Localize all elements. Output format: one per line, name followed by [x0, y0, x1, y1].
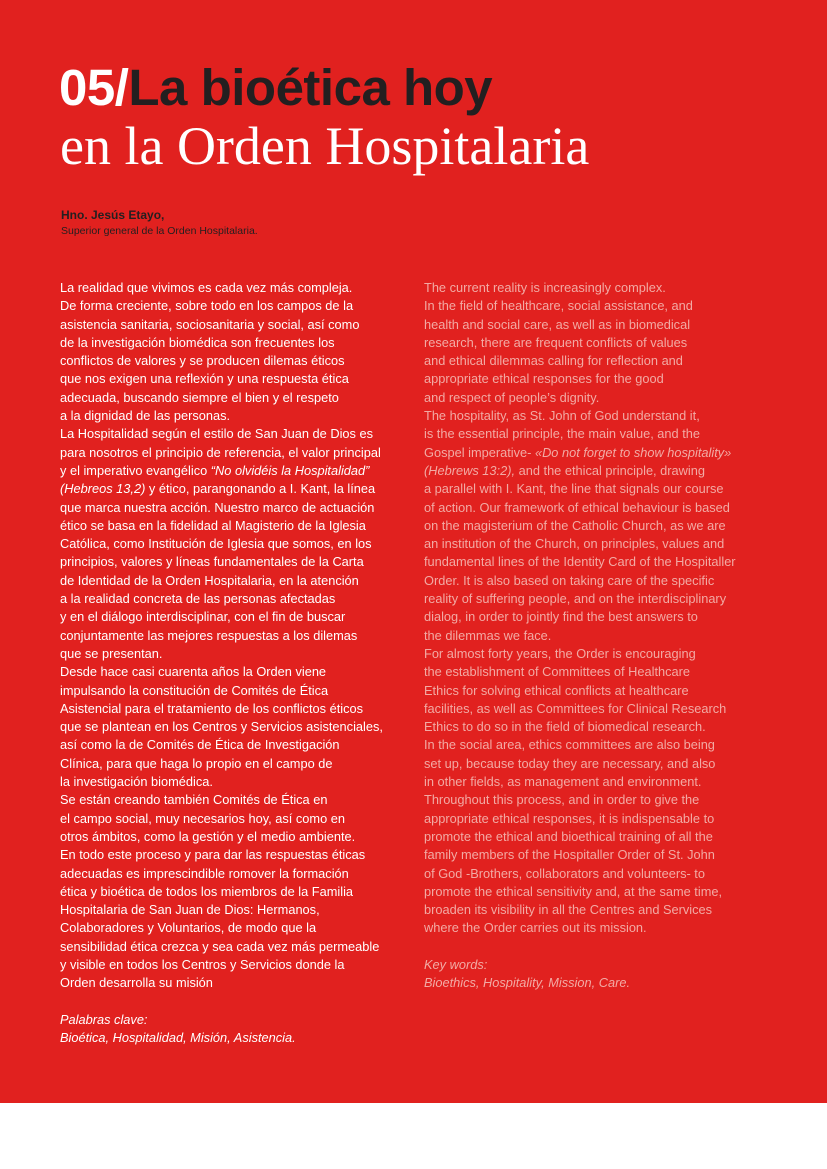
- paragraph: [60, 791, 405, 846]
- paragraph: [60, 663, 405, 791]
- text-line: adecuadas es imprescindible romover la formación: [60, 865, 349, 881]
- text-line: La realidad que vivimos es cada vez más compleja.: [60, 280, 353, 295]
- text-line: que marca nuestra acción. Nuestro marco de actuación: [60, 499, 375, 515]
- page-title: [59, 60, 492, 116]
- text-line: a parallel with I. Kant, the line that signals our course: [424, 481, 724, 497]
- text-line: The current reality is increasingly complex.: [424, 280, 666, 295]
- text-line: asistencia sanitaria, sociosanitaria y social, así como: [60, 316, 360, 332]
- paragraph: [60, 279, 405, 425]
- text-line: el campo social, muy necesarios hoy, así como en: [60, 810, 345, 826]
- text-line: Ethics to do so in the field of biomedical research.: [424, 719, 706, 735]
- text-line: The hospitality, as St. John of God understand it,: [424, 408, 700, 424]
- text-line: broaden its visibility in all the Centres and Services: [424, 902, 713, 918]
- text-line: set up, because today they are necessary, and also: [424, 755, 716, 771]
- text-line: a la dignidad de las personas.: [60, 408, 231, 424]
- text-line: conjuntamente las mejores respuestas a los dilemas: [60, 627, 358, 643]
- text-line: an institution of the Church, on principles, values and: [424, 536, 725, 552]
- author-role: Superior general de la Orden Hospitalaria.: [61, 225, 258, 237]
- text-line: De forma creciente, sobre todo en los campos de la: [60, 298, 354, 314]
- text-line: y visible en todos los Centros y Servicios donde la: [60, 956, 345, 972]
- text-line: a la realidad concreta de las personas afectadas: [60, 591, 336, 607]
- text-line: Asistencial para el tratamiento de los conflictos éticos: [60, 700, 364, 716]
- text-fragment: y ético, parangonando a I. Kant, la línea: [145, 481, 376, 497]
- text-line: of action. Our framework of ethical behaviour is based: [424, 499, 730, 515]
- text-line: research, there are frequent conflicts of values: [424, 334, 688, 350]
- text-fragment: and the ethical principle, drawing: [515, 462, 705, 478]
- text-line: [60, 462, 405, 480]
- paragraph: [424, 791, 769, 937]
- text-line: La Hospitalidad según el estilo de San Juan de Dios es: [60, 426, 374, 442]
- keywords: Bioética, Hospitalidad, Misión, Asistencia.: [60, 1029, 296, 1045]
- quote-text: «Do not forget to show hospitality»: [534, 444, 732, 460]
- paragraph: [424, 645, 769, 736]
- text-fragment: Gospel imperative-: [424, 444, 535, 460]
- text-line: [60, 480, 405, 498]
- text-line: Católica, como Institución de Iglesia que somos, en los: [60, 536, 372, 552]
- text-line: Colaboradores y Voluntarios, de modo que la: [60, 920, 317, 936]
- text-line: para nosotros el principio de referencia, el valor principal: [60, 444, 381, 460]
- text-line: impulsando la constitución de Comités de Ética: [60, 682, 329, 698]
- text-line: promote the ethical and bioethical training of all the: [424, 828, 713, 844]
- text-line: appropriate ethical responses, it is indispensable to: [424, 810, 715, 826]
- text-line: fundamental lines of the Identity Card of the Hospitaller: [424, 554, 736, 570]
- text-line: ética y bioética de todos los miembros de la Familia: [60, 883, 354, 899]
- text-line: promote the ethical sensitivity and, at the same time,: [424, 883, 723, 899]
- quote-text: “No olvidéis la Hospitalidad”: [210, 462, 370, 478]
- page-subtitle: en la Orden Hospitalaria: [60, 116, 590, 176]
- text-line: que se presentan.: [60, 645, 163, 661]
- text-line: in other fields, as management and environment.: [424, 774, 702, 790]
- paragraph: [60, 425, 405, 663]
- text-line: de Identidad de la Orden Hospitalaria, en la atención: [60, 572, 359, 588]
- text-line: que nos exigen una reflexión y una respuesta ética: [60, 371, 349, 387]
- title-number: 05/: [59, 59, 129, 116]
- text-line: [424, 462, 769, 480]
- text-line: where the Order carries out its mission.: [424, 920, 647, 936]
- text-line: que se plantean en los Centros y Servicios asistenciales,: [60, 719, 383, 735]
- text-line: and ethical dilemmas calling for reflection and: [424, 353, 683, 369]
- text-line: adecuada, buscando siempre el bien y el respeto: [60, 389, 339, 405]
- text-line: así como la de Comités de Ética de Investigación: [60, 737, 340, 753]
- text-line: In the field of healthcare, social assistance, and: [424, 298, 693, 314]
- text-line: la investigación biomédica.: [60, 774, 213, 790]
- text-line: and respect of people’s dignity.: [424, 389, 600, 405]
- text-line: of God -Brothers, collaborators and volunteers- to: [424, 865, 705, 881]
- text-line: principios, valores y líneas fundamentales de la Carta: [60, 554, 364, 570]
- text-line: For almost forty years, the Order is encouraging: [424, 645, 696, 661]
- text-line: y en el diálogo interdisciplinar, con el fin de buscar: [60, 609, 346, 625]
- text-line: Orden desarrolla su misión: [60, 975, 213, 991]
- keywords: Bioethics, Hospitality, Mission, Care.: [424, 974, 631, 990]
- keywords-label: Palabras clave:: [60, 1011, 148, 1027]
- text-line: is the essential principle, the main value, and the: [424, 426, 701, 442]
- citation-text: (Hebreos 13,2): [60, 481, 146, 497]
- text-line: de la investigación biomédica son frecuentes los: [60, 334, 335, 350]
- text-line: dialog, in order to jointly find the best answers to: [424, 609, 698, 625]
- text-line: [424, 444, 769, 462]
- keywords-block: [60, 1011, 405, 1048]
- text-line: conflictos de valores y se producen dilemas éticos: [60, 353, 345, 369]
- paragraph: [60, 846, 405, 992]
- text-line: appropriate ethical responses for the good: [424, 371, 664, 387]
- text-line: health and social care, as well as in biomedical: [424, 316, 691, 332]
- text-line: the dilemmas we face.: [424, 627, 552, 643]
- text-line: Clínica, para que haga lo propio en el campo de: [60, 755, 333, 771]
- spanish-column: [60, 279, 405, 1047]
- keywords-label: Key words:: [424, 956, 488, 972]
- text-line: reality of suffering people, and on the interdisciplinary: [424, 591, 727, 607]
- text-line: the establishment of Committees of Healthcare: [424, 664, 691, 680]
- text-fragment: y el imperativo evangélico: [60, 462, 211, 478]
- text-line: Order. It is also based on taking care of the specific: [424, 572, 715, 588]
- author-name: Hno. Jesús Etayo,: [61, 208, 165, 222]
- text-line: Desde hace casi cuarenta años la Orden viene: [60, 664, 327, 680]
- text-line: In the social area, ethics committees are also being: [424, 737, 715, 753]
- text-line: sensibilidad ética crezca y sea cada vez más permeable: [60, 938, 380, 954]
- text-line: Ethics for solving ethical conflicts at healthcare: [424, 682, 689, 698]
- text-line: Throughout this process, and in order to give the: [424, 792, 700, 808]
- text-line: Hospitalaria de San Juan de Dios: Hermanos,: [60, 902, 320, 918]
- text-line: otros ámbitos, como la gestión y el medio ambiente.: [60, 828, 356, 844]
- paragraph: [424, 407, 769, 645]
- citation-text: (Hebrews 13:2),: [424, 462, 516, 478]
- text-line: ético se basa en la fidelidad al Magisterio de la Iglesia: [60, 517, 366, 533]
- english-column: [424, 279, 769, 992]
- text-line: family members of the Hospitaller Order of St. John: [424, 847, 715, 863]
- text-line: facilities, as well as Committees for Clinical Research: [424, 700, 727, 716]
- paragraph: [424, 279, 769, 407]
- text-line: Se están creando también Comités de Ética en: [60, 792, 328, 808]
- text-line: on the magisterium of the Catholic Church, as we are: [424, 517, 726, 533]
- keywords-block: [424, 956, 769, 993]
- title-main: La bioética hoy: [128, 59, 493, 116]
- paragraph: [424, 736, 769, 791]
- text-line: En todo este proceso y para dar las respuestas éticas: [60, 847, 366, 863]
